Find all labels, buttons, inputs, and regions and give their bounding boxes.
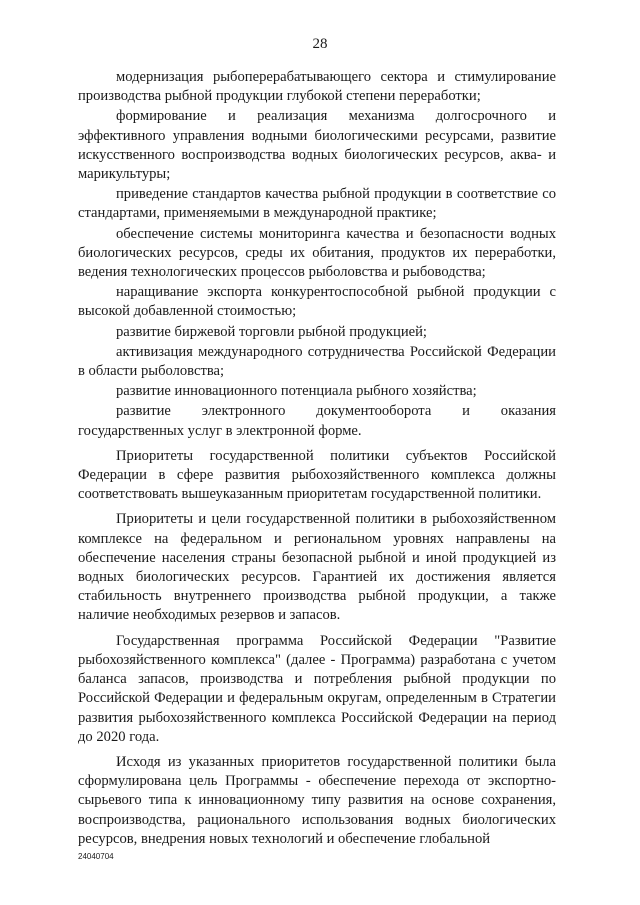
paragraph-6: развитие биржевой торговли рыбной продукцией; bbox=[116, 323, 427, 340]
body-text bbox=[78, 68, 556, 850]
paragraph-5: наращивание экспорта конкурентоспособной рыбной продукции с высокой добавленной стоимостью; bbox=[78, 284, 556, 320]
paragraph-11: Приоритеты и цели государственной политики в рыбохозяйственном комплексе на федеральном и региональном уровнях направлены на обеспечение населения страны безопасной рыбной и иной продукцией из водных биологических ресурсов. Гарантией их достижения является стабильность внутреннего производства рыбной продукции, а также наличие необходимых резервов и запасов. bbox=[78, 511, 556, 624]
paragraph-2: формирование и реализация механизма долгосрочного и эффективного управления водными биологическими ресурсами, развитие искусственного воспроизводства водных биологических ресурсов, аква- и марикультуры; bbox=[78, 108, 556, 183]
paragraph-10: Приоритеты государственной политики субъектов Российской Федерации в сфере развития рыбохозяйственного комплекса должны соответствовать вышеуказанным приоритетам государственной политики. bbox=[78, 447, 556, 503]
paragraph-9: развитие электронного документооборота и оказания государственных услуг в электронной форме. bbox=[78, 403, 556, 439]
paragraph-8: развитие инновационного потенциала рыбного хозяйства; bbox=[116, 383, 477, 400]
paragraph-3: приведение стандартов качества рыбной продукции в соответствие со стандартами, применяемыми в международной практике; bbox=[78, 186, 556, 222]
paragraph-1: модернизация рыбоперерабатывающего сектора и стимулирование производства рыбной продукции глубокой степени переработки; bbox=[78, 69, 556, 105]
paragraph-7: активизация международного сотрудничества Российской Федерации в области рыболовства; bbox=[78, 343, 556, 380]
page-number: 28 bbox=[312, 36, 328, 52]
paragraph-12: Государственная программа Российской Федерации "Развитие рыбохозяйственного комплекса" (далее - Программа) разработана с учетом баланса запасов, производства и потребления рыбной продукции по Российской Федерации и федеральным округам, определенным в Стратегии развития рыбохозяйственного комплекса Российской Федерации на период до 2020 года. bbox=[78, 632, 556, 745]
document-code: 24040704 bbox=[78, 852, 114, 861]
paragraph-13: Исходя из указанных приоритетов государственной политики была сформулирована цель Программы - обеспечение перехода от экспортно-сырьевого типа к инновационному типу развития на основе сохранения, воспроизводства, рационального использования водных биологических ресурсов, внедрения новых технологий и обеспечение глобальной bbox=[78, 753, 556, 847]
paragraph-4: обеспечение системы мониторинга качества и безопасности водных биологических ресурсов, среды их обитания, продуктов их переработки, ведения технологических процессов рыболовства и рыбоводства; bbox=[78, 225, 556, 281]
